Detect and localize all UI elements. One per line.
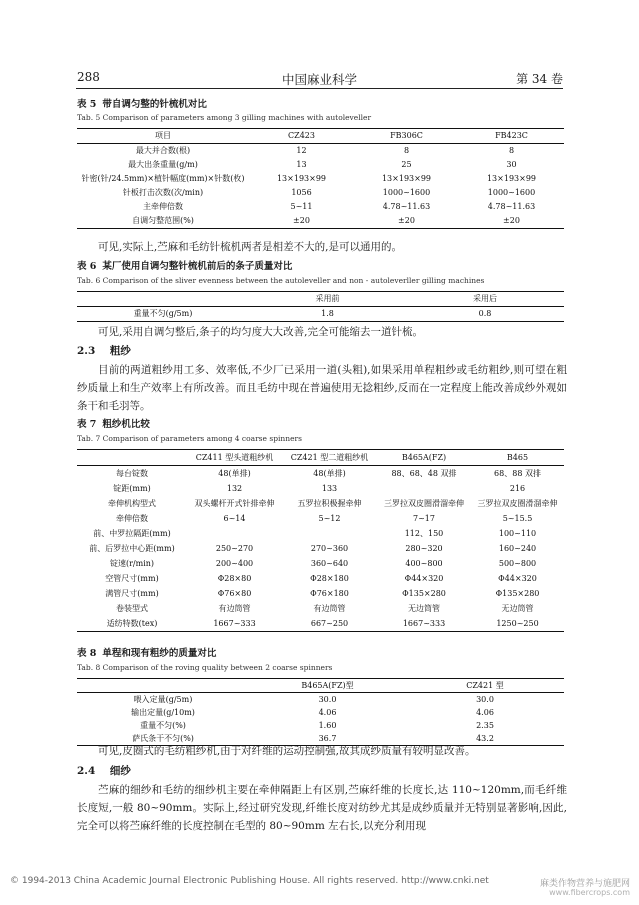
watermark-site-name: 麻类作物营养与施肥网 xyxy=(539,879,630,889)
tab7-cell: 88、68、48 双排 xyxy=(391,468,457,478)
tab6-col-header-1: 采用前 xyxy=(249,292,406,307)
tab6-cell: 重量不匀(g/5m) xyxy=(77,307,249,322)
tab7-cell: 5~15.5 xyxy=(502,513,533,523)
table-row xyxy=(77,616,564,632)
tab7-cell: 133 xyxy=(321,483,338,493)
tab7-caption-en: Tab. 7 Comparison of parameters among 4 coarse spinners xyxy=(77,434,302,443)
tab5-cell: 最大出条重量(g/m) xyxy=(128,160,198,170)
section-2-3-number: 2.3 xyxy=(77,345,96,357)
tab5-cell: 12 xyxy=(296,146,307,156)
tab7-cell: 68、88 双排 xyxy=(494,468,541,478)
section-2-4-heading xyxy=(77,763,131,778)
tab7-cell: 空管尺寸(mm) xyxy=(105,573,159,583)
tab8-col-header-2: CZ421 型 xyxy=(406,679,564,693)
tab8-cell: 30.0 xyxy=(476,694,494,704)
tab5-cell: 25 xyxy=(401,160,412,170)
tab7-col-header-4: B465 xyxy=(471,450,564,466)
table-row xyxy=(77,719,564,732)
tab7-cell: 100~110 xyxy=(498,528,537,538)
tab8-cell: 2.35 xyxy=(476,720,494,730)
tab7-cell: 360~640 xyxy=(310,558,349,568)
tab7-cell: 前、后罗拉中心距(mm) xyxy=(89,543,175,553)
tab7-cell: 牵伸倍数 xyxy=(116,513,148,523)
table-row xyxy=(77,526,564,541)
tab5-cell: 1000~1600 xyxy=(487,188,536,198)
tab5-cell: 5~11 xyxy=(290,202,313,212)
tab8-cell: 4.06 xyxy=(476,707,494,717)
tab5-cell: 13×193×99 xyxy=(276,174,327,184)
tab7-cell: Φ76×80 xyxy=(217,588,252,598)
tab5-col-header-0: 项目 xyxy=(77,129,249,144)
tab7-cell: 五罗拉积极握牵伸 xyxy=(297,498,362,508)
table-row xyxy=(77,706,564,719)
table-row xyxy=(77,214,564,229)
table-row xyxy=(77,144,564,159)
tab7-cell: 1667~333 xyxy=(377,616,471,632)
table-row xyxy=(77,571,564,586)
table-row xyxy=(77,693,564,707)
tab7-cell xyxy=(377,481,471,496)
tab7-cell: 1667~333 xyxy=(187,616,282,632)
tab8-caption xyxy=(77,645,216,659)
tab6-number: 表 6 xyxy=(77,261,97,272)
tab7-cell: 1250~250 xyxy=(471,616,564,632)
tab5-cell: 自调匀整范围(%) xyxy=(77,214,249,229)
tab8-cell: 喂入定量(g/5m) xyxy=(133,694,193,704)
tab7-cell: 500~800 xyxy=(498,558,537,568)
tab5-cell: ±20 xyxy=(249,214,354,229)
tab7-cell xyxy=(187,526,282,541)
tab7-cell: 200~400 xyxy=(215,558,254,568)
tab8-cell: 30.0 xyxy=(318,694,337,704)
header-rule xyxy=(76,88,563,89)
tab6-note: 可见,采用自调匀整后,条子的均匀度大大改善,完全可能缩去一道针梳。 xyxy=(98,326,424,338)
tab5-caption xyxy=(77,96,207,110)
tab7-cell xyxy=(282,526,377,541)
tab5-number: 表 5 xyxy=(77,99,97,110)
tab7-col-header-3: B465A(FZ) xyxy=(377,450,471,466)
tab6-cell: 0.8 xyxy=(406,307,564,322)
tab5-col-header-1: CZ423 xyxy=(249,129,354,144)
tab7-cell: 160~240 xyxy=(498,543,537,553)
tab7-cell: 250~270 xyxy=(215,543,254,553)
tab5-cell: 30 xyxy=(506,160,517,170)
tab6-col-header-2: 采用后 xyxy=(406,292,564,307)
tab7-cell: 前、中罗拉隔距(mm) xyxy=(93,528,171,538)
tab8-cell: 36.7 xyxy=(249,732,406,746)
tab7-cell: Φ44×320 xyxy=(404,573,444,583)
tab6-caption-en: Tab. 6 Comparison of the sliver evenness between the autoleveller and non - autoleverller gilling machines xyxy=(77,276,485,285)
table-row xyxy=(77,586,564,601)
table-row xyxy=(77,466,564,482)
table-row xyxy=(77,158,564,172)
tab8-cell: 43.2 xyxy=(406,732,564,746)
tab5-col-header-3: FB423C xyxy=(459,129,564,144)
page-number: 288 xyxy=(77,70,100,84)
tab8-table xyxy=(77,678,564,746)
tab5-table xyxy=(77,128,564,229)
tab8-note: 可见,皮圈式的毛纺粗纱机,由于对纤维的运动控制强,故其成纱质量有较明显改善。 xyxy=(98,745,476,757)
tab5-col-header-2: FB306C xyxy=(354,129,459,144)
tab7-cell: 牵伸机构型式 xyxy=(108,498,156,508)
tab7-col-header-1: CZ411 型头道粗纱机 xyxy=(187,450,282,466)
tab5-cell: 13×193×99 xyxy=(486,174,537,184)
tab8-header-row xyxy=(77,679,564,693)
tab7-cell: 三罗拉双皮圈滑溜牵伸 xyxy=(384,498,464,508)
tab7-title: 粗纱机比较 xyxy=(102,419,150,430)
table-row xyxy=(77,200,564,214)
tab6-col-header-0 xyxy=(77,292,249,307)
tab7-cell: 6~14 xyxy=(223,513,246,523)
tab5-cell: 4.78~11.63 xyxy=(487,202,536,212)
table-row xyxy=(77,481,564,496)
tab7-cell: 48(单排) xyxy=(218,468,251,478)
tab7-cell: 667~250 xyxy=(282,616,377,632)
tab7-cell: Φ135×280 xyxy=(402,588,446,598)
tab8-caption-en: Tab. 8 Comparison of the roving quality between 2 coarse spinners xyxy=(77,663,333,672)
tab5-cell: 4.78~11.63 xyxy=(382,202,431,212)
tab7-cell: 5~12 xyxy=(318,513,341,523)
section-2-3-title: 粗纱 xyxy=(109,345,131,357)
tab7-cell: 无边筒管 xyxy=(501,603,534,613)
tab7-cell: 卷装型式 xyxy=(116,603,148,613)
tab7-cell: 锭速(r/min) xyxy=(109,558,155,568)
tab5-caption-en: Tab. 5 Comparison of parameters among 3 gilling machines with autoleveller xyxy=(77,113,372,122)
watermark-url: www.fibercrops.com xyxy=(549,888,630,897)
table-row xyxy=(77,307,564,322)
tab7-cell: 适纺特数(tex) xyxy=(77,616,187,632)
tab7-number: 表 7 xyxy=(77,419,97,430)
tab8-cell: 4.06 xyxy=(318,707,337,717)
tab5-cell: 13×193×99 xyxy=(381,174,432,184)
tab7-cell: 270~360 xyxy=(310,543,349,553)
tab7-cell: 满管尺寸(mm) xyxy=(105,588,159,598)
tab7-cell: 216 xyxy=(509,483,526,493)
tab7-cell: Φ28×180 xyxy=(310,573,349,583)
table-row xyxy=(77,496,564,511)
tab7-col-header-2: CZ421 型二道粗纱机 xyxy=(282,450,377,466)
tab5-cell: 主牵伸倍数 xyxy=(143,202,183,212)
tab7-cell: Φ76×180 xyxy=(310,588,349,598)
tab7-cell: 双头螺杆开式针排牵伸 xyxy=(194,498,275,508)
table-row xyxy=(77,186,564,200)
section-2-3-text: 目前的两道粗纱用工多、效率低,不少厂已采用一道(头粗),如果采用单程粗纱或毛纺粗纱,则可望在粗纱质量上和生产效率上有所改善。而且毛纺中现在普遍使用无捻粗纱,反而在一定程度上能改善成纱外观如条干和毛羽等。 xyxy=(77,364,567,412)
tab5-cell: ±20 xyxy=(459,214,564,229)
tab6-title: 某厂使用自调匀整针梳机前后的条子质量对比 xyxy=(102,261,293,272)
table-row xyxy=(77,541,564,556)
tab7-cell: 每台锭数 xyxy=(116,468,148,478)
tab7-caption xyxy=(77,416,150,430)
copyright-footer xyxy=(10,876,630,897)
tab7-cell: 7~17 xyxy=(413,513,435,523)
tab5-note: 可见,实际上,苎麻和毛纺针梳机两者是相差不大的,是可以通用的。 xyxy=(98,241,403,253)
tab7-cell: 三罗拉双皮圈滑溜牵伸 xyxy=(477,498,558,508)
tab5-cell: 针密(针/24.5mm)×植针幅度(mm)×针数(枚) xyxy=(81,174,245,184)
tab8-col-header-0 xyxy=(77,679,249,693)
section-2-4-title: 细纱 xyxy=(109,765,131,777)
tab8-cell: 重量不匀(%) xyxy=(140,720,186,730)
journal-title: 中国麻业科学 xyxy=(281,72,357,87)
tab7-header-row xyxy=(77,450,564,466)
tab8-title: 单程和现有粗纱的质量对比 xyxy=(102,648,217,659)
tab7-cell: 有边筒管 xyxy=(313,603,346,613)
tab6-caption xyxy=(77,258,292,272)
table-row xyxy=(77,601,564,616)
table-row xyxy=(77,556,564,571)
tab7-cell: 锭距(mm) xyxy=(113,483,151,493)
tab7-cell: 400~800 xyxy=(405,558,443,568)
tab8-cell: 输出定量(g/10m) xyxy=(131,707,195,717)
tab7-col-header-0 xyxy=(77,450,187,466)
tab5-cell: 1056 xyxy=(291,188,312,198)
tab7-cell: 有边筒管 xyxy=(218,603,251,613)
tab7-cell: 112、150 xyxy=(404,528,444,538)
copyright-text: © 1994-2013 China Academic Journal Electronic Publishing House. All rights reserved. http://www.cnki.net xyxy=(10,876,489,886)
tab5-cell: ±20 xyxy=(354,214,459,229)
tab5-cell: 针板打击次数(次/min) xyxy=(122,188,204,198)
tab7-cell: Φ135×280 xyxy=(495,588,540,598)
tab8-col-header-1: B465A(FZ)型 xyxy=(249,679,406,693)
tab8-cell: 萨氏条干不匀(%) xyxy=(77,732,249,746)
tab5-header-row xyxy=(77,129,564,144)
tab6-table xyxy=(77,291,564,322)
section-2-4-number: 2.4 xyxy=(77,765,96,777)
tab7-cell: 48(单排) xyxy=(313,468,346,478)
tab6-cell: 1.8 xyxy=(249,307,406,322)
tab7-cell: 280~320 xyxy=(405,543,443,553)
tab5-cell: 8 xyxy=(403,146,410,156)
tab5-cell: 最大并合数(根) xyxy=(135,146,191,156)
tab5-cell: 13 xyxy=(296,160,307,170)
tab7-cell: Φ44×320 xyxy=(498,573,537,583)
tab7-table xyxy=(77,449,564,632)
tab5-cell: 8 xyxy=(508,146,515,156)
volume-label: 第 34 卷 xyxy=(516,72,563,86)
table-row xyxy=(77,172,564,186)
tab7-cell: 无边筒管 xyxy=(408,603,440,613)
tab8-cell: 1.60 xyxy=(318,720,337,730)
tab8-number: 表 8 xyxy=(77,648,97,659)
tab6-header-row xyxy=(77,292,564,307)
section-2-3-heading xyxy=(77,343,131,358)
tab7-cell: 132 xyxy=(226,483,243,493)
tab5-title: 带自调匀整的针梳机对比 xyxy=(102,99,207,110)
tab7-cell: Φ28×80 xyxy=(217,573,252,583)
tab5-cell: 1000~1600 xyxy=(382,188,431,198)
section-2-4-text: 苎麻的细纱和毛纺的细纱机主要在牵伸隔距上有区别,苎麻纤维的长度长,达 110~120mm,而毛纤维长度短,一般 80~90mm。实际上,经过研究发现,纤维长度对纺纱尤其是成纱质量并无特别显著影响,因此,完全可以将苎麻纤维的长度控制在毛型的 80~90mm 左右长,以充分利用现 xyxy=(77,784,567,832)
table-row xyxy=(77,511,564,526)
